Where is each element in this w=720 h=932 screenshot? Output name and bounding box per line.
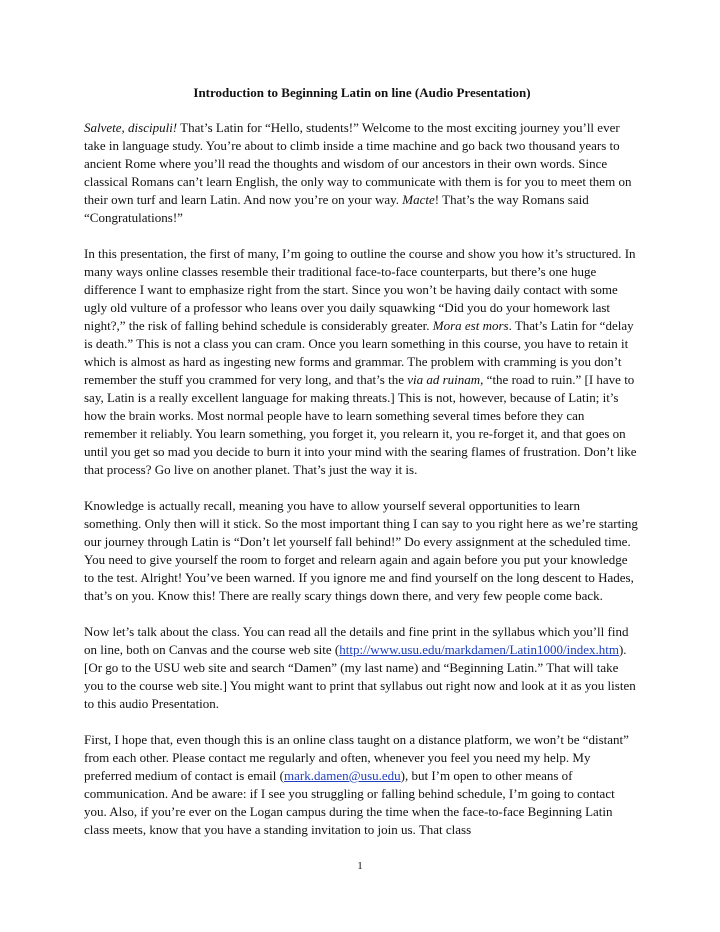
document-title: Introduction to Beginning Latin on line (Audio Presentation) xyxy=(193,85,531,100)
page-number: 1 xyxy=(357,860,363,872)
paragraph-5 xyxy=(84,731,640,839)
paragraph-text: , “the road to ruin.” [I have to say, Latin is a really excellent language for making threats.] This is not, however, because of Latin; it’s how the brain works. Most normal people have to learn something several times before they can remember it reliably. You learn something, you forget it, you relearn it, you re-forget it, and that goes on until you get so mad you decide to burn it into your mind with the searing flames of frustration. Don’t like that process? Go live on another planet. That’s just the way it is. xyxy=(84,372,637,477)
paragraph-text: ! That’s the way Romans said “Congratulations!” xyxy=(84,192,589,225)
document-page xyxy=(84,84,640,857)
latin-phrase: Salvete, discipuli! xyxy=(84,120,178,135)
paragraph-text: First, I hope that, even though this is an online class taught on a distance platform, we won’t be “distant” from each other. Please contact me regularly and often, whenever you feel you need my help. My preferred medium of contact is email ( xyxy=(84,732,629,783)
paragraph-text: That’s Latin for “Hello, students!” Welcome to the most exciting journey you’ll ever take in language study. You’re about to climb inside a time machine and go back two thousand years to ancient Rome where you’ll read the thoughts and wisdom of our ancestors in their own words. Since classical Romans can’t learn English, the only way to communicate with them is for you to meet them on their own turf and learn Latin. And now you’re on your way. xyxy=(84,120,632,207)
latin-phrase: Macte xyxy=(402,192,435,207)
latin-phrase: via ad ruinam xyxy=(407,372,481,387)
course-website-link[interactable]: http://www.usu.edu/markdamen/Latin1000/index.htm xyxy=(339,642,619,657)
paragraph-text: ). [Or go to the USU web site and search “Damen” (my last name) and “Beginning Latin.” That will take you to the course web site.] You might want to print that syllabus out right now and look at it as you listen to this audio Presentation. xyxy=(84,642,636,711)
paragraph-4 xyxy=(84,623,640,713)
paragraph-text: ), but I’m open to other means of communication. And be aware: if I see you struggling or falling behind schedule, I’m going to contact you. Also, if you’re ever on the Logan campus during the time when the face-to-face Beginning Latin class meets, know that you have a standing invitation to join us. That class xyxy=(84,768,615,837)
paragraph-text: . That’s Latin for “delay is death.” This is not a class you can cram. Once you learn something in this course, you have to retain it which is almost as hard as ingesting new forms and grammar. The problem with cramming is you don’t remember the stuff you crammed for very long, and that’s the xyxy=(84,318,634,387)
paragraph-text: In this presentation, the first of many, I’m going to outline the course and show you how it’s structured. In many ways online classes resemble their traditional face-to-face counterparts, but there’s one huge difference I want to emphasize right from the start. Since you won’t be having daily contact with some ugly old vulture of a professor who leans over you daily squawking “Did you do your homework last night?,” the risk of falling behind schedule is considerably greater. xyxy=(84,246,636,333)
paragraph-2 xyxy=(84,245,640,479)
paragraph-3: Knowledge is actually recall, meaning you have to allow yourself several opportunities to learn something. Only then will it stick. So the most important thing I can say to you right here as we’re starting our journey through Latin is “Don’t let yourself fall behind!” Do every assignment at the scheduled time. You need to give yourself the room to forget and relearn again and again before you put your knowledge to the test. Alright! You’ve been warned. If you ignore me and find yourself on the long descent to Hades, that’s on you. Know this! There are really scary things down there, and very few people come back. xyxy=(84,498,638,603)
paragraph-text: Now let’s talk about the class. You can read all the details and fine print in the syllabus which you’ll find on line, both on Canvas and the course web site ( xyxy=(84,624,629,657)
paragraph-1 xyxy=(84,119,640,227)
latin-phrase: Mora est mors xyxy=(432,318,509,333)
email-link[interactable]: mark.damen@usu.edu xyxy=(283,768,401,783)
